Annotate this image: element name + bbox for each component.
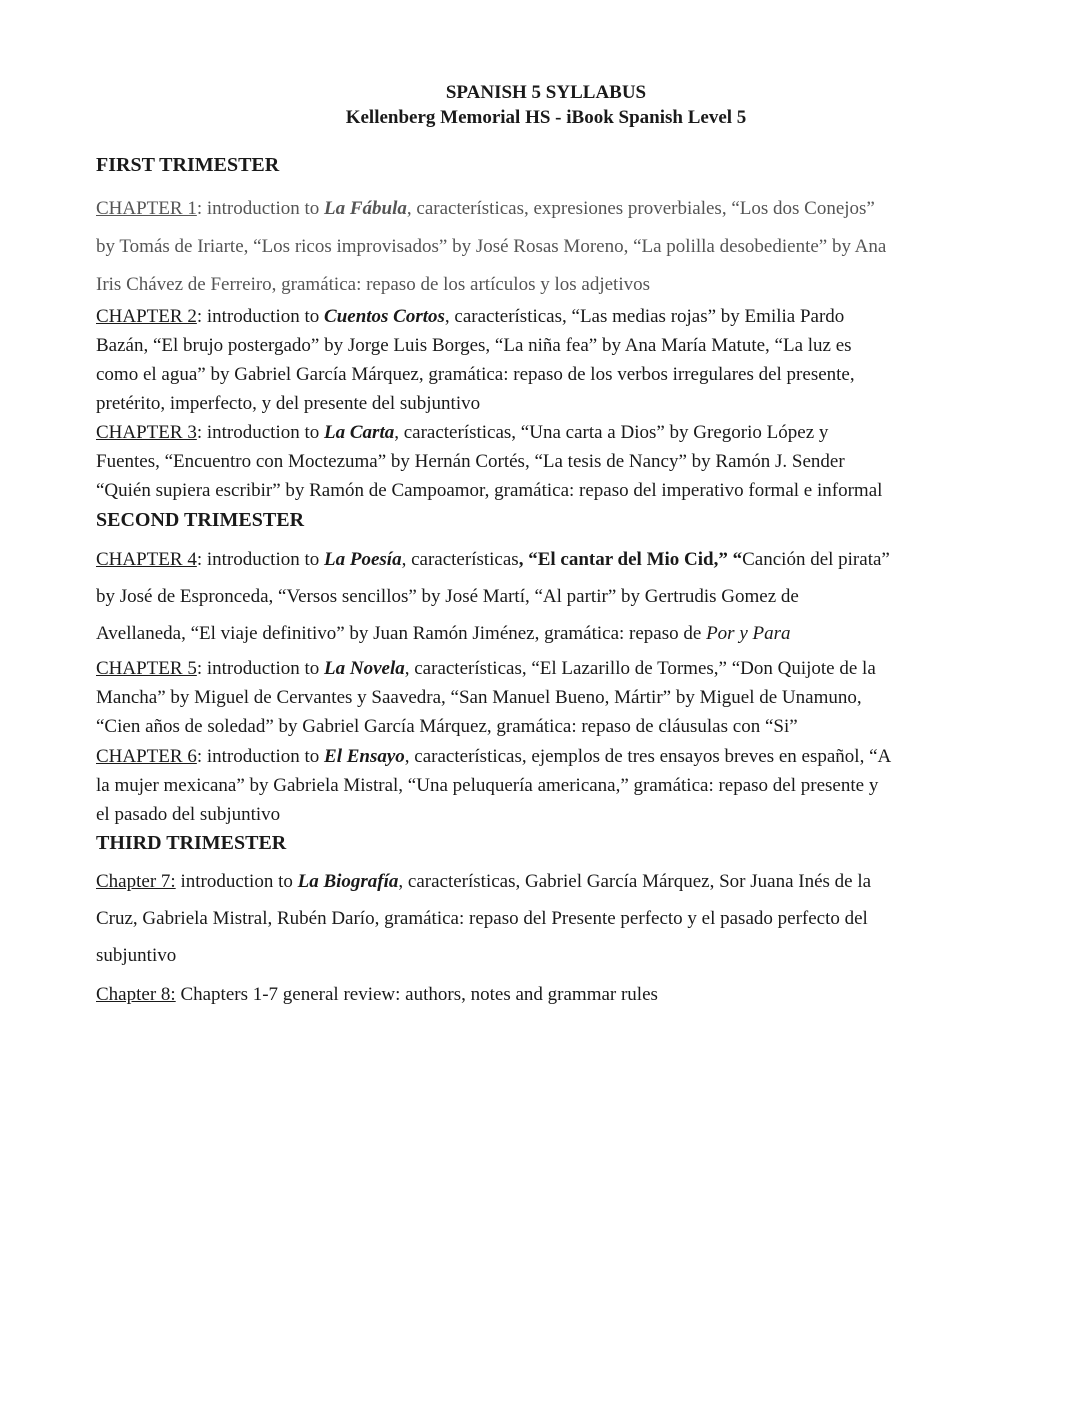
chapter-6: CHAPTER 6: introduction to El Ensayo, características, ejemplos de tres ensayos breves en español, “A la mujer mexicana” by Gabriela Mistral, “Una peluquería americana,” gramática: repaso del presente y el pasado del subjuntivo [96,746,892,825]
chapter-2-label: CHAPTER 2 [96,306,197,327]
chapter-7-topic: La Biografía [297,871,399,892]
chapter-5-topic: La Novela [324,658,405,679]
chapter-6-topic: El Ensayo [324,746,405,767]
chapter-4-topic: La Poesía [324,549,402,570]
chapter-6-label: CHAPTER 6 [96,746,197,767]
chapter-7: Chapter 7: introduction to La Biografía, características, Gabriel García Márquez, Sor Juana Inés de la Cruz, Gabriela Mistral, Rubén Darío, gramática: repaso del Presente perfecto y el pasado perfecto del subjuntivo [96,871,872,966]
chapter-4-grammar-topic: Por y Para [706,623,791,644]
chapter-4: CHAPTER 4: introduction to La Poesía, características, “El cantar del Mio Cid,” “Canción del pirata” by José de Espronceda, “Versos sencillos” by José Martí, “Al partir” by Gertrudis Gomez de Avellaneda, “El viaje definitivo” by Juan Ramón Jiménez, gramática: repaso de Por y Para [96,549,890,644]
chapter-2: CHAPTER 2: introduction to Cuentos Cortos, características, “Las medias rojas” by Emilia Pardo Bazán, “El brujo postergado” by Jorge Luis Borges, “La niña fea” by Ana María Matute, “La luz es como el agua” by Gabriel García Márquez, gramática: repaso de los verbos irregulares del presente, pretérito, imperfecto, y del presente del subjuntivo [96,306,855,414]
document-subtitle: Kellenberg Memorial HS - iBook Spanish Level 5 [345,107,747,128]
chapter-7-label: Chapter 7: [96,871,176,892]
chapter-1: CHAPTER 1: introduction to La Fábula, características, expresiones proverbiales, “Los dos Conejos” by Tomás de Iriarte, “Los ricos improvisados” by José Rosas Moreno, “La polilla desobediente” by Ana Iris Chávez de Ferreiro, gramática: repaso de los artículos y los adjetivos [96,198,887,295]
chapter-3: CHAPTER 3: introduction to La Carta, características, “Una carta a Dios” by Gregorio López y Fuentes, “Encuentro con Moctezuma” by Hernán Cortés, “La tesis de Nancy” by Ramón J. Sender “Quién supiera escribir” by Ramón de Campoamor, gramática: repaso del imperativo formal e informal [96,422,883,501]
chapter-2-topic: Cuentos Cortos [324,306,445,327]
chapter-3-topic: La Carta [324,422,395,443]
document-title: SPANISH 5 SYLLABUS [445,82,647,103]
chapter-1-label: CHAPTER 1 [96,198,197,219]
chapter-4-label: CHAPTER 4 [96,549,197,570]
chapter-8-label: Chapter 8: [96,984,176,1005]
chapter-8: Chapter 8: Chapters 1-7 general review: authors, notes and grammar rules [96,984,658,1005]
chapter-1-topic: La Fábula [324,198,407,219]
third-trimester-heading: THIRD TRIMESTER [96,832,287,854]
document-header [96,80,996,130]
second-trimester-heading: SECOND TRIMESTER [96,509,305,531]
chapter-3-label: CHAPTER 3 [96,422,197,443]
chapter-5-label: CHAPTER 5 [96,658,197,679]
first-trimester-heading: FIRST TRIMESTER [96,154,280,176]
chapter-5: CHAPTER 5: introduction to La Novela, características, “El Lazarillo de Tormes,” “Don Quijote de la Mancha” by Miguel de Cervantes y Saavedra, “San Manuel Bueno, Mártir” by Miguel de Unamuno, “Cien años de soledad” by Gabriel García Márquez, gramática: repaso de cláusulas con “Si” [96,658,876,737]
